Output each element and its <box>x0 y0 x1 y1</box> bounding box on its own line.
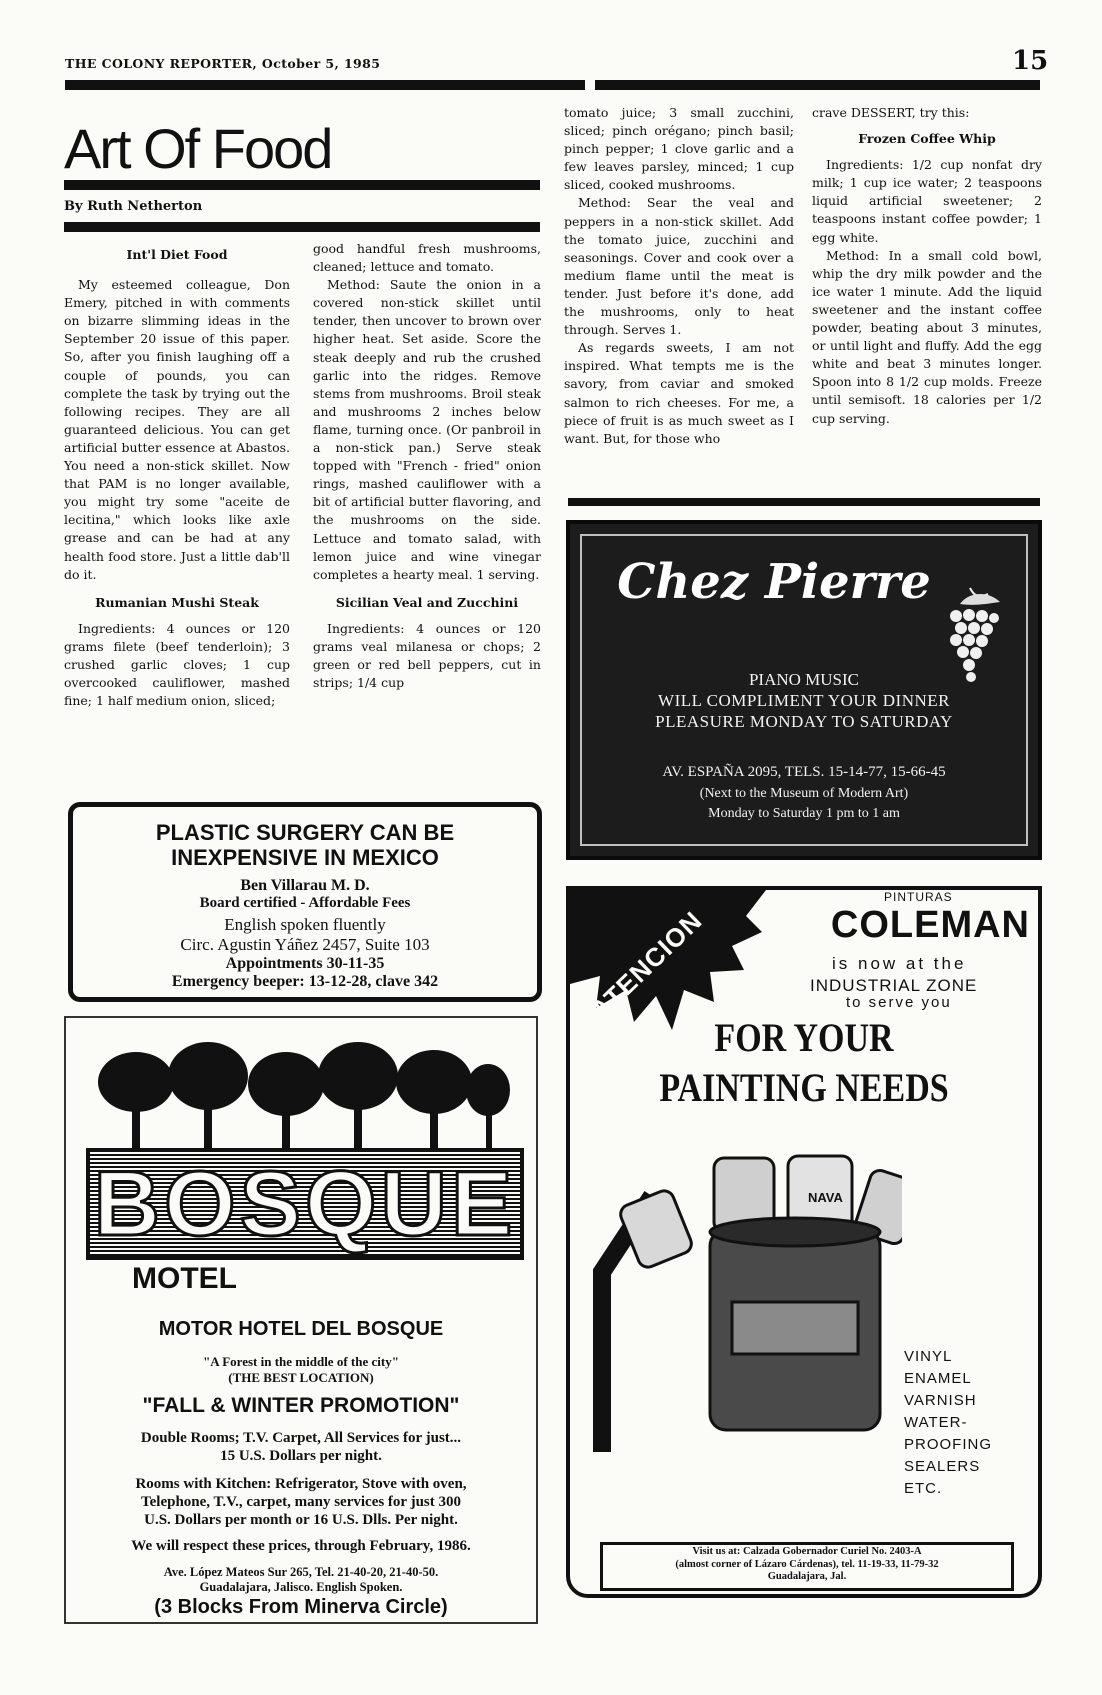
restaurant-logo: Chez Pierre <box>617 554 931 610</box>
ad-line: Appointments 30-11-35 <box>225 955 385 972</box>
ad-hours: Monday to Saturday 1 pm to 1 am <box>708 806 900 821</box>
ad-title: PLASTIC SURGERY CAN BE <box>155 820 455 845</box>
article-paragraph: crave DESSERT, try this: <box>812 105 970 120</box>
ad-address: Ave. López Mateos Sur 265, Tel. 21-40-20, 21-40-50. <box>163 1565 439 1579</box>
recipe-title: Rumanian Mushi Steak <box>95 594 259 610</box>
recipe-ingredients: Ingredients: 4 ounces or 120 grams veal milanesa or chops; 2 green or red bell peppers, cut in strips; 1/4 cup <box>313 620 541 691</box>
product-item: PROOFING <box>904 1436 993 1453</box>
article-column-4 <box>812 104 1042 428</box>
recipe-ingredients: Ingredients: 4 ounces or 120 grams filete (beef tenderloin); 3 crushed garlic cloves; 1 cup overcooked cauliflower, mashed fine; 1 half medium onion, sliced; <box>64 620 290 709</box>
product-list <box>904 1346 992 1500</box>
bosque-motel-ad <box>64 1016 538 1624</box>
ad-line: Telephone, T.V., carpet, many services for just 300 <box>141 1494 461 1510</box>
recipe-method: Method: Saute the onion in a covered non-stick skillet until tender, then uncover to brown over higher heat. Set aside. Score the steak deeply and rub the crushed garlic into the ridges. Remove stems from mushrooms. Broil steak and mushrooms 2 inches below flame, turning once. (Or panbroil in a non-stick pan.) Serve steak topped with "French - fried" onion rings, mashed cauliflower with a bit of artificial butter flavoring, and the mushrooms on the side. Lettuce and tomato salad, with lemon juice and wine vinegar completes a hearty meal. 1 serving. <box>313 277 541 582</box>
recipe-title: Sicilian Veal and Zucchini <box>335 594 519 610</box>
ad-line: 15 U.S. Dollars per night. <box>220 1448 382 1464</box>
paint-cans-illustration <box>582 1152 902 1452</box>
article-paragraph: My esteemed colleague, Don Emery, pitched in with comments on bizarre slimming ideas in the September 20 issue of this paper. So, after you finish laughing off a couple of pounds, you can complete the task by trying out the following recipes. They are all guaranteed delicious. You can get artificial butter essence at Abastos. You need a non-stick skillet. Now that PAM is no longer available, you might try some "aceite de lecitina," which looks like axle grease and can be had at any health food store. Just a little dab'll do it. <box>64 277 290 582</box>
product-item: WATER- <box>904 1414 968 1431</box>
ad-line: Double Rooms; T.V. Carpet, All Services for just... <box>140 1430 462 1446</box>
plastic-surgery-ad <box>68 802 542 1002</box>
article-paragraph: As regards sweets, I am not inspired. What tempts me is the savory, from caviar and smoked salmon to rich cheeses. For me, a piece of fruit is as much sweet as I want. But, for those who <box>564 340 794 446</box>
ad-slogan: "A Forest in the middle of the city" <box>203 1354 399 1369</box>
ad-line: U.S. Dollars per month or 16 U.S. Dlls. Per night. <box>144 1512 458 1528</box>
ad-line: is now at the <box>832 954 967 973</box>
can-label: NAVA <box>808 1190 843 1205</box>
article-heading: Int'l Diet Food <box>126 247 228 262</box>
ad-line: We will respect these prices, through February, 1986. <box>131 1538 471 1554</box>
recipe-ingredients-cont: tomato juice; 3 small zucchini, sliced; pinch orégano; pinch basil; pinch pepper; 1 clove garlic and a few leaves parsley, minced; 1 cup sliced, cooked mushrooms. <box>564 105 794 193</box>
brand-logo: COLEMAN <box>830 904 1030 946</box>
byline: By Ruth Netherton <box>64 199 203 214</box>
product-item: VARNISH <box>904 1392 977 1409</box>
ad-promo: "FALL & WINTER PROMOTION" <box>142 1394 460 1417</box>
recipe-method: Method: Sear the veal and peppers in a non-stick skillet. Add the tomato juice, zucchini and seasonings. Cover and cook over a medium flame until the meat is tender. Just before it's done, add the mushrooms, only to heat through. Serves 1. <box>564 195 794 338</box>
pinturas-label: PINTURAS <box>884 890 953 904</box>
ad-line: PLEASURE MONDAY TO SATURDAY <box>655 712 953 731</box>
ad-headline: PAINTING NEEDS <box>659 1065 949 1110</box>
motel-label: MOTEL <box>132 1262 237 1295</box>
product-item: SEALERS <box>904 1458 981 1475</box>
ad-line: Rooms with Kitchen: Refrigerator, Stove with oven, <box>135 1476 467 1492</box>
product-item: ETC. <box>904 1480 943 1497</box>
ad-headline: FOR YOUR <box>714 1015 894 1060</box>
masthead: THE COLONY REPORTER, October 5, 1985 <box>65 56 381 71</box>
recipe-title: Frozen Coffee Whip <box>858 131 996 147</box>
ad-line: PIANO MUSIC <box>748 670 860 689</box>
ad-address: Guadalajara, Jalisco. English Spoken. <box>199 1580 403 1594</box>
product-item: VINYL <box>904 1348 953 1365</box>
ad-note: (Next to the Museum of Modern Art) <box>699 786 909 801</box>
ad-line: Board certified - Affordable Fees <box>199 895 411 911</box>
ad-line: Emergency beeper: 13-12-28, clave 342 <box>171 973 439 990</box>
chez-pierre-ad <box>566 520 1042 860</box>
ad-address: Guadalajara, Jal. <box>767 1571 847 1582</box>
coleman-ad <box>566 886 1042 1598</box>
recipe-method: Method: In a small cold bowl, whip the dry milk powder and the ice water 1 minute. Add the liquid sweetener and the instant coffee powder, beating about 3 minutes, or until light and fluffy. Add the egg white and beat 3 minutes longer. Spoon into 8 1/2 cup molds. Freeze until semisoft. 18 calories per 1/2 cup serving. <box>812 247 1042 426</box>
ad-footer: (3 Blocks From Minerva Circle) <box>154 1596 448 1618</box>
recipe-ingredients: Ingredients: 1/2 cup nonfat dry milk; 1 cup ice water; 2 teaspoons liquid artificial sweetener; 2 teaspoons instant coffee powder; 1 egg white. <box>812 157 1042 245</box>
ad-address: Circ. Agustin Yáñez 2457, Suite 103 <box>180 935 430 954</box>
ad-address: Visit us at: Calzada Gobernador Curiel No. 2403-A <box>692 1546 922 1557</box>
ad-address: AV. ESPAÑA 2095, TELS. 15-14-77, 15-66-45 <box>662 764 946 780</box>
ad-line: INDUSTRIAL ZONE <box>810 976 978 995</box>
section-rule <box>568 498 1040 506</box>
logo-banner <box>86 1148 524 1260</box>
ad-slogan: (THE BEST LOCATION) <box>228 1370 374 1385</box>
visit-box <box>600 1542 1014 1591</box>
recipe-ingredients-cont: good handful fresh mushrooms, cleaned; lettuce and tomato. <box>313 241 541 275</box>
ad-line: to serve you <box>846 994 952 1011</box>
motel-logo: BOSQUE <box>93 1153 517 1255</box>
trees-icon <box>96 1038 512 1153</box>
article-column-2 <box>313 240 541 692</box>
ad-doctor: Ben Villarau M. D. <box>240 877 370 894</box>
top-rule <box>65 80 1040 90</box>
ad-line: WILL COMPLIMENT YOUR DINNER <box>658 691 950 710</box>
article-column-1 <box>64 240 290 710</box>
product-item: ENAMEL <box>904 1370 972 1387</box>
ad-title: MOTOR HOTEL DEL BOSQUE <box>158 1318 444 1340</box>
title-rule <box>64 180 540 190</box>
byline-rule <box>64 222 540 232</box>
article-column-3 <box>564 104 794 448</box>
page-number: 15 <box>1012 46 1049 76</box>
ad-line: English spoken fluently <box>224 915 386 934</box>
ad-title: INEXPENSIVE IN MEXICO <box>171 845 439 870</box>
ad-address: (almost corner of Lázaro Cárdenas), tel. 11-19-33, 11-79-32 <box>675 1558 939 1570</box>
column-title: Art Of Food <box>64 117 332 180</box>
atencion-label: ATENCION <box>585 905 709 1026</box>
